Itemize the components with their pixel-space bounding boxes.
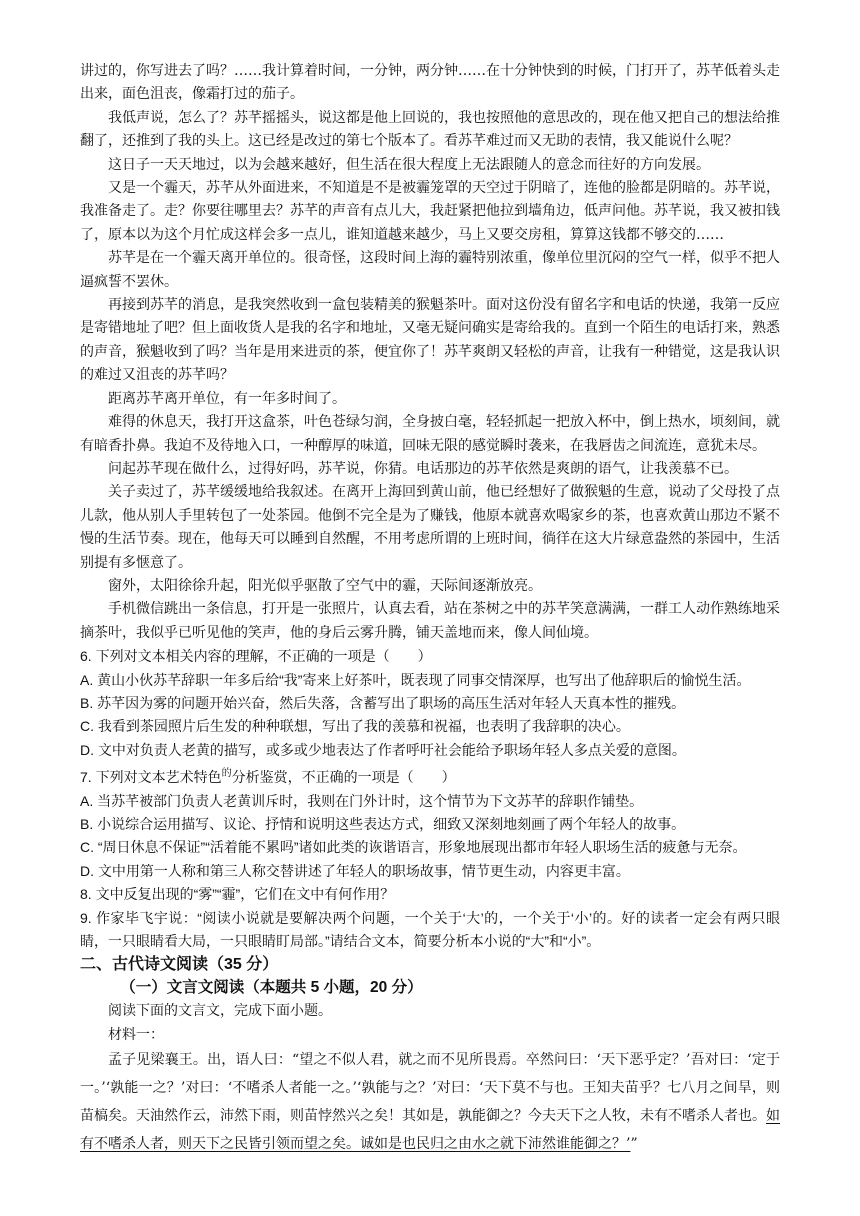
section-title: 二、古代诗文阅读（35 分） bbox=[80, 956, 279, 974]
story-paragraph: 距离苏芊离开单位，有一年多时间了。 bbox=[108, 390, 346, 407]
story-paragraph: 手机微信跳出一条信息，打开是一张照片，认真去看，站在茶树之中的苏芊笑意满满，一群工人动作熟练地采摘茶叶，我似乎已听见他的笑声，他的身后云雾升腾，铺天盖地而来，像人间仙境。 bbox=[80, 601, 780, 641]
classical-text-main: 孟子见梁襄王。出，语人曰：“望之不似人君，就之而不见所畏焉。卒然问曰：‘天下恶乎定？’吾对曰：‘定于一。’‘孰能一之？’对曰：‘不嗜杀人者能一之。’‘孰能与之？’对曰：‘天下莫不与也。王知夫苗乎？七八月之间旱，则苗槁矣。天油然作云，沛然下雨，则苗悖然兴之矣！其如是，孰能御之？今夫天下之人牧，未有不嗜杀人者也。 bbox=[80, 1052, 780, 1124]
option-b: B. 苏芊因为雾的问题开始兴奋，然后失落，含蓄写出了职场的高压生活对年轻人天真本性的摧残。 bbox=[80, 694, 686, 711]
option-a: A. 当苏芊被部门负责人老黄训斥时，我则在门外计时，这个情节为下文苏芊的辞职作铺垫。 bbox=[80, 792, 644, 809]
story-paragraph: 讲过的，你写进去了吗？……我计算着时间，一分钟，两分钟……在十分钟快到的时候，门打开了，苏芊低着头走出来，面色沮丧，像霜打过的茄子。 bbox=[80, 63, 780, 103]
story-paragraph: 关子卖过了，苏芊缓缓地给我叙述。在离开上海回到黄山前，他已经想好了做猴魁的生意，说动了父母投了点儿款，他从别人手里转包了一处茶园。他倒不完全是为了赚钱，他原本就喜欢喝家乡的茶，也喜欢黄山那边不紧不慢的生活节奏。现在，他每天可以睡到自然醒，不用考虑所谓的上班时间，徜徉在这大片绿意盎然的茶园中，生活别提有多惬意了。 bbox=[80, 484, 780, 571]
question-9: 9. 作家毕飞宇说：“阅读小说就是要解决两个问题，一个关于‘大’的，一个关于‘小’的。好的读者一定会有两只眼睛，一只眼睛看大局，一只眼睛盯局部。”请结合文本，简要分析本小说的“大”和“小”。 bbox=[80, 909, 780, 950]
story-paragraph: 窗外，太阳徐徐升起，阳光似乎驱散了空气中的霾，天际间逐渐放亮。 bbox=[108, 577, 542, 594]
closing-quote: ” bbox=[630, 1135, 638, 1152]
instruction: 阅读下面的文言文，完成下面小题。 bbox=[108, 1003, 332, 1020]
option-a: A. 黄山小伙苏芊辞职一年多后给“我”寄来上好茶叶，既表现了同事交情深厚，也写出了他辞职后的愉悦生活。 bbox=[80, 671, 751, 688]
question-stem bbox=[80, 762, 780, 789]
story-paragraph: 再接到苏芊的消息，是我突然收到一盒包装精美的猴魁茶叶。面对这份没有留名字和电话的快递，我第一反应是寄错地址了吧？但上面收货人是我的名字和地址，又毫无疑问确实是寄给我的。直到一个陌生的电话打来，熟悉的声音，猴魁收到了吗？当年是用来进贡的茶，便宜你了！苏芊爽朗又轻松的声音，让我有一种错觉，这是我认识的难过又沮丧的苏芊吗？ bbox=[80, 297, 780, 384]
story-paragraph: 难得的休息天，我打开这盒茶，叶色苍绿匀润，全身披白毫，轻轻抓起一把放入杯中，倒上热水，顷刻间，就有暗香扑鼻。我迫不及待地入口，一种醇厚的味道，回味无限的感觉瞬时袭来，在我唇齿之间流连，意犹未尽。 bbox=[80, 414, 780, 454]
option-c: C. 我看到茶园照片后生发的种种联想，写出了我的羡慕和祝福，也表明了我辞职的决心。 bbox=[80, 718, 630, 735]
option-c: C. “周日休息不保证”“活着能不累吗”诸如此类的诙谐语言，形象地展现出都市年轻人职场生活的疲惫与无奈。 bbox=[80, 839, 747, 856]
option-d: D. 文中用第一人称和第三人称交替讲述了年轻人的职场故事，情节更生动，内容更丰富。 bbox=[80, 862, 630, 879]
story-paragraph: 这日子一天天地过，以为会越来越好，但生活在很大程度上无法跟随人的意念而往好的方向发展。 bbox=[108, 156, 710, 173]
option-b: B. 小说综合运用描写、议论、抒情和说明这些表达方式，细致又深刻地刻画了两个年轻人的故事。 bbox=[80, 816, 686, 832]
material-label: 材料一： bbox=[108, 1026, 164, 1043]
classical-text bbox=[80, 1047, 780, 1158]
underlined-sentence: 如有不嗜杀人者，则天下之民皆引领而望之矣。诚如是也民归之由水之就下沛然谁能御之？’ bbox=[80, 1107, 780, 1152]
story-paragraph: 问起苏芊现在做什么，过得好吗，苏芊说，你猜。电话那边的苏芊依然是爽朗的语气，让我羡慕不已。 bbox=[108, 460, 738, 477]
question-8: 8. 文中反复出现的“雾”“霾”，它们在文中有何作用？ bbox=[80, 886, 395, 903]
question-stem: 6. 下列对文本相关内容的理解，不正确的一项是（ ） bbox=[80, 648, 432, 665]
story-paragraph: 苏芊是在一个霾天离开单位的。很奇怪，这段时间上海的霾特别浓重，像单位里沉闷的空气一样，似乎不把人逼疯誓不罢休。 bbox=[80, 250, 780, 290]
stem-text: 分析鉴赏，不正确的一项是（ ） bbox=[231, 769, 456, 786]
story-paragraph: 又是一个霾天，苏芊从外面进来，不知道是不是被霾笼罩的天空过于阴暗了，连他的脸都是阴暗的。苏芊说，我准备走了。走？你要往哪里去？苏芊的声音有点儿大，我赶紧把他拉到墙角边，低声问他。苏芊说，我又被扣钱了，原本以为这个月忙成这样会多一点儿，谁知道越来越少，马上又要交房租，算算这钱都不够交的…… bbox=[80, 180, 780, 243]
story-paragraph: 我低声说，怎么了？苏芊摇摇头，说这都是他上回说的，我也按照他的意思改的，现在他又把自己的想法给推翻了，还推到了我的头上。这已经是改过的第七个版本了。看苏芊难过而又无助的表情，我又能说什么呢？ bbox=[80, 109, 780, 150]
question-7 bbox=[80, 762, 780, 883]
stem-superscript: 的 bbox=[221, 768, 232, 780]
question-6 bbox=[80, 645, 780, 762]
option-d: D. 文中对负责人老黄的描写，或多或少地表达了作者呼吁社会能给予职场年轻人多点关爱的意图。 bbox=[80, 741, 686, 758]
stem-text: 7. 下列对文本艺术特色 bbox=[80, 769, 222, 786]
section-subtitle: （一）文言文阅读（本题共 5 小题，20 分） bbox=[120, 979, 423, 997]
document-page bbox=[80, 60, 780, 1158]
